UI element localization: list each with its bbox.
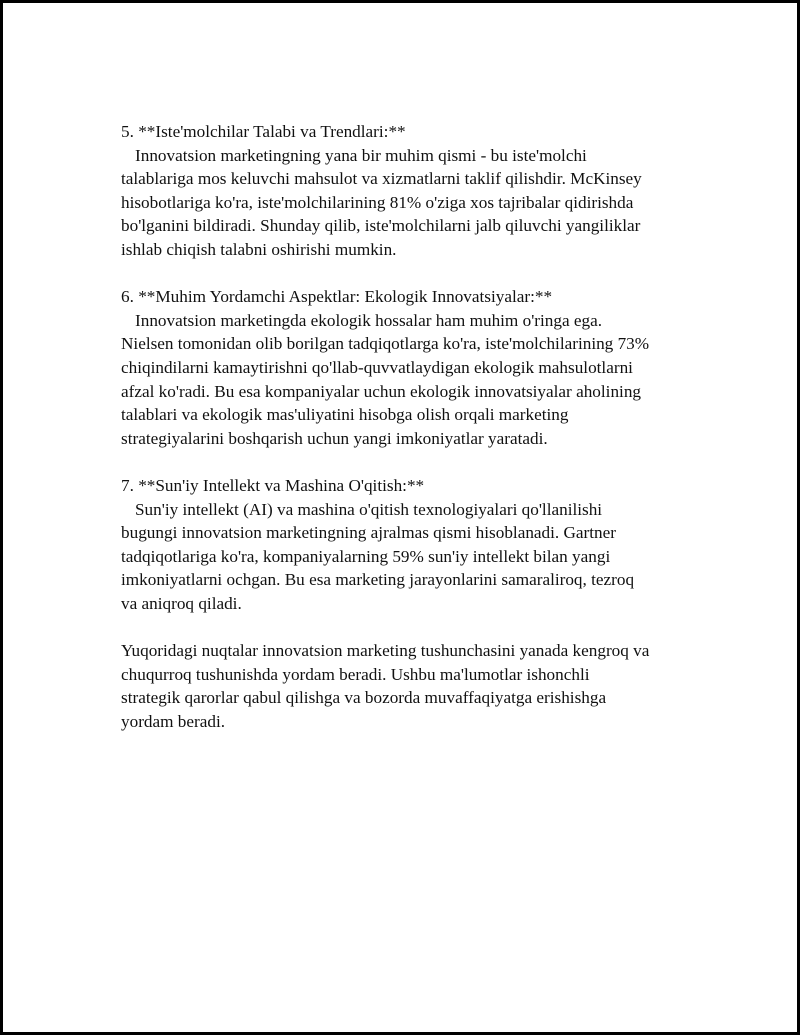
paragraph-line: imkoniyatlarni ochgan. Bu esa marketing jarayonlarini samaraliroq, tezroq [121,570,635,590]
paragraph-line: Innovatsion marketingning yana bir muhim qismi - bu iste'molchi [135,145,587,165]
paragraph-line: Sun'iy intellekt (AI) va mashina o'qitish texnologiyalari qo'llanilishi [135,499,603,519]
paragraph-line: strategik qarorlar qabul qilishga va bozorda muvaffaqiyatga erishishga [121,688,607,708]
paragraph-line: strategiyalarini boshqarish uchun yangi imkoniyatlar yaratadi. [121,428,548,448]
paragraph-line: tadqiqotlariga ko'ra, kompaniyalarning 59% sun'iy intellekt bilan yangi [121,546,611,566]
paragraph-line: va aniqroq qiladi. [121,593,242,613]
paragraph-line: bugungi innovatsion marketingning ajralmas qismi hisoblanadi. Gartner [121,523,617,543]
paragraph-line: chuqurroq tushunishda yordam beradi. Ushbu ma'lumotlar ishonchli [121,664,590,684]
paragraph-line: yordam beradi. [121,711,226,731]
paragraph-line: bo'lganini bildiradi. Shunday qilib, iste'molchilarni jalb qiluvchi yangiliklar [121,216,641,236]
paragraph-line: afzal ko'radi. Bu esa kompaniyalar uchun ekologik innovatsiyalar aholining [121,381,642,401]
section-heading: 7. **Sun'iy Intellekt va Mashina O'qitish:** [121,475,425,495]
document-body [121,120,701,757]
paragraph-line: Yuqoridagi nuqtalar innovatsion marketing tushunchasini yanada kengroq va [121,641,650,661]
section-ai-ml [121,474,701,616]
paragraph-line: Nielsen tomonidan olib borilgan tadqiqotlarga ko'ra, iste'molchilarining 73% [121,334,650,354]
paragraph-line: talablariga mos keluvchi mahsulot va xizmatlarni taklif qilishdir. McKinsey [121,169,642,189]
paragraph-line: talablari va ekologik mas'uliyatini hisobga olish orqali marketing [121,405,569,425]
section-consumer-demand [121,120,701,262]
paragraph-line: hisobotlariga ko'ra, iste'molchilarining 81% o'ziga xos tajribalar qidirishda [121,192,634,212]
section-heading: 5. **Iste'molchilar Talabi va Trendlari:** [121,122,406,141]
section-heading: 6. **Muhim Yordamchi Aspektlar: Ekologik Innovatsiyalar:** [121,287,553,307]
paragraph-line: Innovatsion marketingda ekologik hossalar ham muhim o'ringa ega. [135,310,603,330]
conclusion-paragraph [121,639,701,733]
paragraph-line: ishlab chiqish talabni oshirishi mumkin. [121,239,397,259]
section-eco-innovations [121,285,701,450]
paragraph-line: chiqindilarni kamaytirishni qo'llab-quvvatlaydigan ekologik mahsulotlarni [121,357,633,377]
